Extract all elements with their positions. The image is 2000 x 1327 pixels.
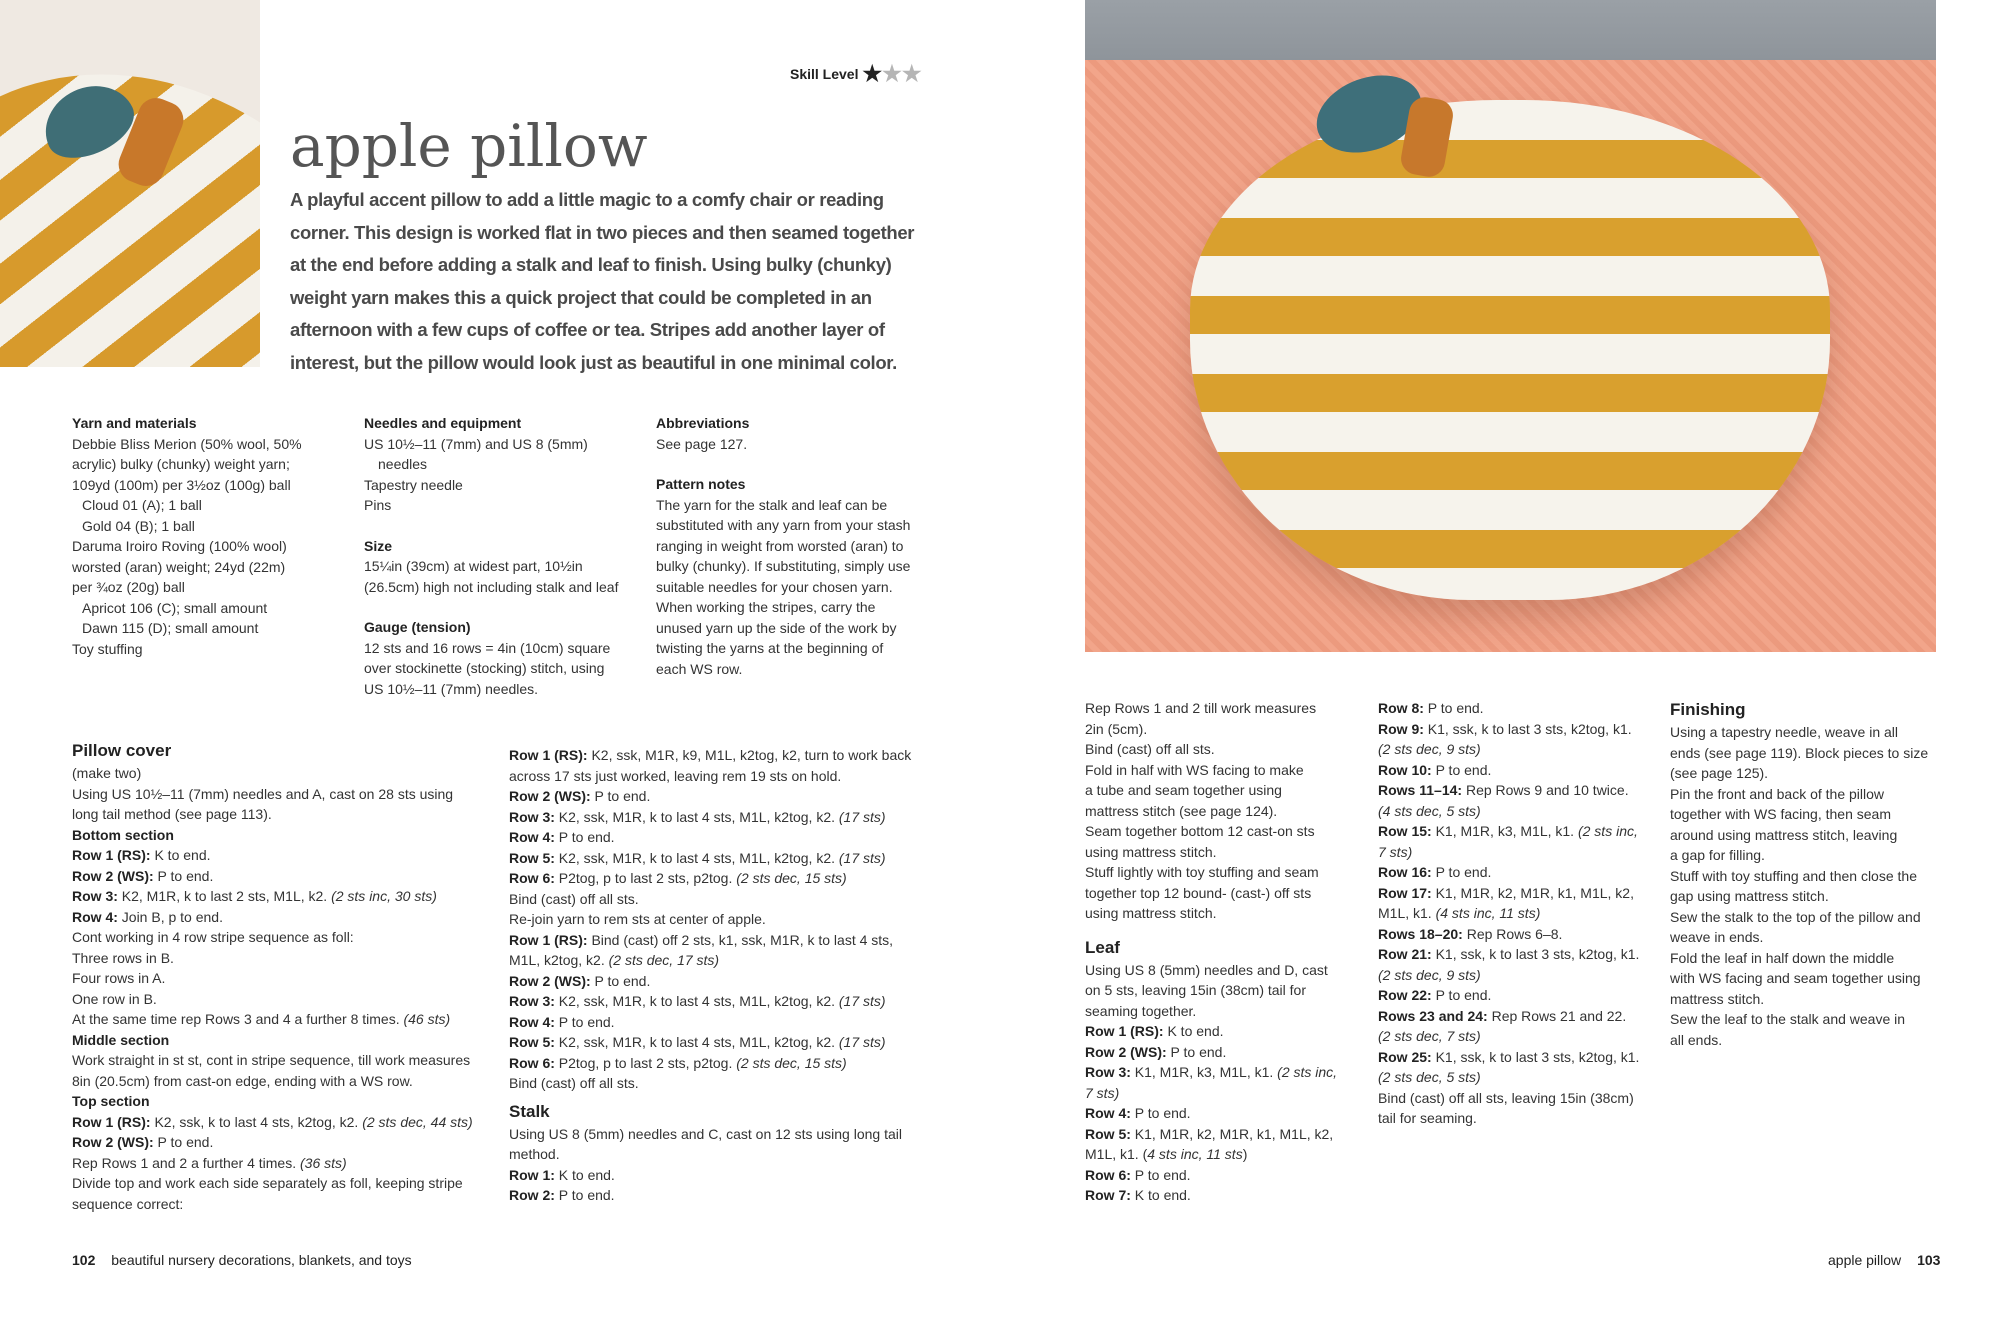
pattern-row xyxy=(509,786,949,807)
pattern-row xyxy=(509,745,949,766)
text-line: Cont working in 4 row stripe sequence as foll: xyxy=(72,929,354,945)
pattern-row xyxy=(1378,985,1658,1006)
pattern-row xyxy=(509,807,949,828)
pattern-row xyxy=(1378,698,1658,719)
text-line: Three rows in B. xyxy=(72,949,174,966)
pattern-row xyxy=(509,1185,949,1206)
text-span: K2, ssk, M1R, k9, M1L, k2tog, k2, turn to work back xyxy=(587,747,912,763)
text-span: P to end. xyxy=(554,1187,615,1203)
pattern-row xyxy=(509,1165,949,1186)
text-line: around using mattress stitch, leaving xyxy=(1670,826,1898,843)
text-line: Sew the leaf to the stalk and weave in xyxy=(1670,1011,1906,1027)
text-span: Row 2 (WS): xyxy=(72,1134,154,1150)
text-span: P2tog, p to last 2 sts, p2tog. xyxy=(554,1054,737,1071)
text-line: bulky (chunky). If substituting, simply use xyxy=(656,558,911,574)
pattern-row xyxy=(1378,1047,1658,1068)
text-span: Rep Rows 1 and 2 a further 4 times. xyxy=(72,1154,300,1171)
page-footer-left xyxy=(72,1252,412,1268)
pattern-row xyxy=(1085,1165,1365,1186)
section-heading: Gauge (tension) xyxy=(364,619,471,635)
text-span: P to end. xyxy=(1423,700,1484,716)
text-span: Row 6: xyxy=(509,870,555,886)
pattern-row xyxy=(1085,1103,1365,1124)
text-span: K1, M1R, k2, M1R, k1, M1L, k2, xyxy=(1431,884,1634,901)
section-heading: Abbreviations xyxy=(656,415,750,431)
finished-pillow-photo xyxy=(1085,0,1936,652)
text-span: Row 2: xyxy=(509,1187,555,1203)
section-heading: Pattern notes xyxy=(656,476,746,492)
text-line: Using US 8 (5mm) needles and D, cast xyxy=(1085,961,1328,978)
pattern-row xyxy=(509,991,949,1012)
text-line: tail for seaming. xyxy=(1378,1110,1477,1126)
text-span: Row 2 (WS): xyxy=(509,972,591,989)
text-line: method. xyxy=(509,1146,560,1162)
pattern-row xyxy=(1378,719,1658,740)
pattern-row xyxy=(509,1032,949,1053)
text-span: Row 5: xyxy=(509,1034,555,1050)
text-span: (2 sts dec, 9 sts) xyxy=(1378,741,1481,757)
text-line: Fold in half with WS facing to make xyxy=(1085,761,1304,778)
text-span: K2, ssk, k to last 4 sts, k2tog, k2. xyxy=(150,1113,363,1130)
text-line: unused yarn up the side of the work by xyxy=(656,619,897,636)
pattern-row xyxy=(72,1009,492,1030)
text-line: together with WS facing, then seam xyxy=(1670,806,1891,822)
text-line: mattress stitch (see page 124). xyxy=(1085,802,1278,819)
text-line: Fold the leaf in half down the middle xyxy=(1670,949,1895,966)
text-span: K2, ssk, M1R, k to last 4 sts, M1L, k2tog, k2. xyxy=(554,1034,839,1050)
text-line: (26.5cm) high not including stalk and leaf xyxy=(364,578,619,595)
text-line: substituted with any yarn from your stash xyxy=(656,517,911,533)
text-line xyxy=(1378,1067,1658,1088)
text-span: M1L, k1. xyxy=(1378,905,1436,921)
text-span: P to end. xyxy=(153,867,214,884)
pattern-row xyxy=(1378,924,1658,945)
text-span: K1, M1R, k2, M1R, k1, M1L, k2, xyxy=(1130,1125,1334,1142)
striped-knit-texture xyxy=(0,0,260,367)
abbreviations-notes-section xyxy=(656,413,936,679)
text-line: twisting the yarns at the beginning of xyxy=(656,640,884,656)
finishing-section xyxy=(1670,698,1950,1050)
section-heading: Finishing xyxy=(1670,700,1746,719)
text-line: Rep Rows 1 and 2 till work measures xyxy=(1085,700,1317,716)
text-line: each WS row. xyxy=(656,660,743,677)
pattern-row xyxy=(72,845,492,866)
section-heading: Yarn and materials xyxy=(72,415,197,431)
text-line: 109yd (100m) per 3½oz (100g) ball xyxy=(72,476,291,493)
text-span: K2, M1R, k to last 2 sts, M1L, k2. xyxy=(117,888,332,904)
text-span: K to end. xyxy=(1130,1187,1191,1203)
text-span: P to end. xyxy=(590,972,651,989)
text-line: with WS facing and seam together using xyxy=(1670,970,1921,986)
text-span: Row 10: xyxy=(1378,761,1432,778)
text-span: P to end. xyxy=(554,1013,615,1030)
text-span: (2 sts dec, 15 sts) xyxy=(736,870,847,886)
text-line: worsted (aran) weight; 24yd (22m) xyxy=(72,558,286,575)
text-span: P to end. xyxy=(1130,1105,1191,1121)
page-number: 103 xyxy=(1917,1252,1941,1268)
text-line: ranging in weight from worsted (aran) to xyxy=(656,537,904,554)
pattern-row xyxy=(1378,780,1658,801)
text-span: (2 sts dec, 17 sts) xyxy=(608,952,720,968)
skill-star-icon: ★ xyxy=(901,61,922,86)
text-line: (make two) xyxy=(72,765,142,781)
text-span: (17 sts) xyxy=(838,1034,886,1050)
top-section-continued xyxy=(509,745,949,1206)
text-span: P2tog, p to last 2 sts, p2tog. xyxy=(554,870,737,886)
text-span: (2 sts dec, 15 sts) xyxy=(736,1054,847,1071)
text-line: all ends. xyxy=(1670,1031,1723,1048)
text-line: across 17 sts just worked, leaving rem 19 sts on hold. xyxy=(509,767,842,784)
text-span: Row 5: xyxy=(1085,1125,1131,1142)
text-span: (2 sts inc, 30 sts) xyxy=(331,888,437,904)
text-line: Using a tapestry needle, weave in all xyxy=(1670,724,1899,740)
subheading: Bottom section xyxy=(72,826,174,843)
pattern-row xyxy=(72,1153,492,1174)
text-line: Stuff with toy stuffing and then close the xyxy=(1670,867,1917,884)
text-line: weave in ends. xyxy=(1670,929,1764,945)
text-span: Row 6: xyxy=(1085,1166,1131,1183)
text-span: 7 sts) xyxy=(1378,843,1413,860)
section-heading: Leaf xyxy=(1085,937,1120,957)
pattern-row xyxy=(1085,1042,1365,1063)
pattern-row xyxy=(509,1012,949,1033)
text-span: M1L, k1. ( xyxy=(1085,1146,1148,1162)
text-span: Row 2 (WS): xyxy=(72,867,154,884)
text-line: The yarn for the stalk and leaf can be xyxy=(656,496,888,513)
text-line: needles xyxy=(378,456,428,472)
text-span: P to end. xyxy=(1166,1043,1227,1060)
text-line: per ¾oz (20g) ball xyxy=(72,579,185,595)
text-span: K1, M1R, k3, M1L, k1. xyxy=(1431,823,1578,839)
text-line: gap using mattress stitch. xyxy=(1670,888,1829,904)
pattern-row xyxy=(1378,883,1658,904)
striped-apple-pillow xyxy=(1190,100,1830,600)
text-span: Row 7: xyxy=(1085,1187,1131,1203)
text-span: (2 sts dec, 5 sts) xyxy=(1378,1069,1481,1085)
text-span: 4 sts inc, 11 sts xyxy=(1147,1146,1243,1162)
text-span: P to end. xyxy=(1431,761,1492,778)
skill-star-icon: ★ xyxy=(862,61,883,86)
text-span: Row 15: xyxy=(1378,823,1432,839)
text-span: Row 3: xyxy=(72,888,118,904)
text-span: Row 16: xyxy=(1378,864,1432,880)
text-line: 15¼in (39cm) at widest part, 10½in xyxy=(364,558,583,574)
skill-level-label: Skill Level xyxy=(790,66,859,82)
pattern-row xyxy=(1378,944,1658,965)
text-line xyxy=(1085,1083,1365,1104)
text-span: Row 1 (RS): xyxy=(72,1113,151,1130)
pattern-row xyxy=(72,907,492,928)
text-line: Tapestry needle xyxy=(364,476,463,493)
pillow-cover-section xyxy=(72,739,492,1214)
section-heading: Stalk xyxy=(509,1101,550,1121)
text-line: together top 12 bound- (cast-) off sts xyxy=(1085,884,1312,901)
text-span: K1, ssk, k to last 3 sts, k2tog, k1. xyxy=(1431,946,1640,962)
intro-paragraph: A playful accent pillow to add a little magic to a comfy chair or reading corner. This design is worked flat in two pieces and then seamed together at the end before adding a stalk and leaf to finish. Using bulky (chunky) weight yarn makes this a quick project that could be completed in an afternoon with a few cups of coffee or tea. Stripes add another layer of interest, but the pillow would look just as beautiful in one minimal color. xyxy=(290,189,915,373)
text-span: Row 25: xyxy=(1378,1048,1432,1065)
text-span: P to end. xyxy=(1130,1166,1191,1183)
pattern-row xyxy=(509,1053,949,1074)
skill-star-icon: ★ xyxy=(882,61,902,86)
text-line: 2in (5cm). xyxy=(1085,720,1148,737)
text-span: Rows 23 and 24: xyxy=(1378,1007,1488,1024)
text-span: K to end. xyxy=(150,847,211,863)
text-line: One row in B. xyxy=(72,990,157,1007)
text-line: Debbie Bliss Merion (50% wool, 50% xyxy=(72,435,302,452)
footer-book-section: beautiful nursery decorations, blankets, and toys xyxy=(111,1252,412,1268)
text-line: Bind (cast) off all sts. xyxy=(509,1075,639,1091)
text-span: (17 sts) xyxy=(838,849,886,866)
text-span: P to end. xyxy=(1431,864,1492,880)
text-span: K to end. xyxy=(1163,1023,1224,1039)
pattern-title: apple pillow xyxy=(290,112,648,180)
text-span: Row 8: xyxy=(1378,700,1424,716)
text-span: Row 1 (RS): xyxy=(509,931,588,948)
text-span: (4 sts dec, 5 sts) xyxy=(1378,802,1481,819)
text-line: over stockinette (stocking) stitch, using xyxy=(364,660,605,676)
text-line: Using US 10½–11 (7mm) needles and A, cast on 28 sts using xyxy=(72,785,454,802)
text-line: Dawn 115 (D); small amount xyxy=(82,620,259,636)
text-span: (2 sts dec, 44 sts) xyxy=(362,1113,473,1130)
pattern-row xyxy=(1378,862,1658,883)
text-line xyxy=(1378,1026,1658,1047)
text-line: 12 sts and 16 rows = 4in (10cm) square xyxy=(364,639,611,656)
text-span: (2 sts dec, 7 sts) xyxy=(1378,1028,1481,1044)
text-span: Row 17: xyxy=(1378,884,1432,901)
text-span: At the same time rep Rows 3 and 4 a further 8 times. xyxy=(72,1011,404,1027)
text-span: Row 1 (RS): xyxy=(72,847,151,863)
text-span: P to end. xyxy=(1431,987,1492,1003)
text-span: Row 4: xyxy=(509,829,555,845)
text-span: (17 sts) xyxy=(838,808,886,825)
right-page xyxy=(1000,0,2000,1327)
text-line: on 5 sts, leaving 15in (38cm) tail for xyxy=(1085,982,1306,998)
pattern-row xyxy=(1378,760,1658,781)
pattern-row xyxy=(509,930,949,951)
text-line xyxy=(1378,965,1658,986)
pattern-row xyxy=(509,950,949,971)
pattern-row xyxy=(509,827,949,848)
text-line xyxy=(1378,842,1658,863)
text-line: Cloud 01 (A); 1 ball xyxy=(82,497,202,513)
subheading: Middle section xyxy=(72,1031,170,1048)
subheading: Top section xyxy=(72,1093,150,1109)
text-line: using mattress stitch. xyxy=(1085,843,1217,860)
text-line: mattress stitch. xyxy=(1670,990,1765,1007)
pattern-row xyxy=(1378,821,1658,842)
text-span: Rep Rows 9 and 10 twice. xyxy=(1462,782,1629,798)
text-span: Row 3: xyxy=(1085,1064,1131,1080)
stalk-continued-leaf-section xyxy=(1085,698,1365,1206)
text-span: K2, ssk, M1R, k to last 4 sts, M1L, k2tog, k2. xyxy=(554,993,839,1009)
text-line: Toy stuffing xyxy=(72,640,143,657)
pattern-row xyxy=(1085,1185,1365,1206)
text-line: Stuff lightly with toy stuffing and seam xyxy=(1085,864,1319,880)
page-number: 102 xyxy=(72,1252,96,1268)
text-span: Row 21: xyxy=(1378,946,1432,962)
text-span: (2 sts inc, xyxy=(1577,823,1638,839)
text-span: Bind (cast) off 2 sts, k1, ssk, M1R, k to last 4 sts, xyxy=(587,931,894,948)
yarn-materials-section xyxy=(72,413,342,659)
text-line: Four rows in A. xyxy=(72,970,166,986)
text-span: Row 3: xyxy=(509,993,555,1009)
text-line: (see page 125). xyxy=(1670,765,1769,781)
pattern-row xyxy=(509,971,949,992)
pattern-row xyxy=(1085,1124,1365,1145)
page-footer-right xyxy=(1828,1252,1940,1268)
pattern-row xyxy=(72,886,492,907)
text-span: Row 4: xyxy=(72,908,118,925)
text-line xyxy=(1378,739,1658,760)
text-line: Gold 04 (B); 1 ball xyxy=(82,517,195,534)
skill-level xyxy=(790,61,922,86)
pillow-detail-photo xyxy=(0,0,260,367)
text-line: US 10½–11 (7mm) and US 8 (5mm) xyxy=(364,435,588,452)
text-span: Row 5: xyxy=(509,849,555,866)
text-span: (17 sts) xyxy=(838,993,886,1009)
text-line xyxy=(1378,801,1658,822)
text-span: Row 6: xyxy=(509,1054,555,1071)
pattern-row xyxy=(509,868,949,889)
needles-size-gauge-section xyxy=(364,413,644,699)
text-line: seaming together. xyxy=(1085,1002,1197,1019)
text-span: Row 2 (WS): xyxy=(1085,1043,1167,1060)
text-span: Rep Rows 6–8. xyxy=(1462,925,1563,942)
text-line: Work straight in st st, cont in stripe sequence, till work measures xyxy=(72,1052,471,1068)
text-line: See page 127. xyxy=(656,435,748,452)
text-line: Pins xyxy=(364,497,392,513)
text-span: Row 3: xyxy=(509,808,555,825)
text-span: Row 4: xyxy=(509,1013,555,1030)
text-line: Re-join yarn to rem sts at center of apple. xyxy=(509,911,766,927)
leaf-continued-section xyxy=(1378,698,1658,1129)
pattern-row: M1L, k1. (4 sts inc, 11 sts) xyxy=(1085,1146,1248,1162)
text-line: ends (see page 119). Block pieces to size xyxy=(1670,744,1929,761)
text-span: K to end. xyxy=(554,1166,615,1183)
text-span: Row 22: xyxy=(1378,987,1432,1003)
text-span: (4 sts inc, 11 sts) xyxy=(1435,905,1541,921)
text-span: Rows 11–14: xyxy=(1378,782,1463,798)
text-span: Row 1 (RS): xyxy=(509,747,588,763)
text-line: using mattress stitch. xyxy=(1085,905,1217,921)
text-line: a gap for filling. xyxy=(1670,847,1765,863)
text-span: P to end. xyxy=(153,1134,214,1150)
text-line: a tube and seam together using xyxy=(1085,782,1282,798)
text-line: suitable needles for your chosen yarn. xyxy=(656,578,893,595)
section-heading: Pillow cover xyxy=(72,741,172,760)
text-span: (36 sts) xyxy=(300,1154,347,1171)
text-span: K1, M1R, k3, M1L, k1. xyxy=(1130,1064,1278,1080)
pattern-row xyxy=(509,848,949,869)
pattern-row xyxy=(72,1132,492,1153)
text-span: Row 4: xyxy=(1085,1105,1131,1121)
text-line: Bind (cast) off all sts, leaving 15in (38cm) xyxy=(1378,1089,1634,1106)
text-line: long tail method (see page 113). xyxy=(72,806,272,822)
section-heading: Needles and equipment xyxy=(364,415,522,431)
text-span: K2, ssk, M1R, k to last 4 sts, M1L, k2tog, k2. xyxy=(554,808,839,825)
text-span: Rep Rows 21 and 22. xyxy=(1487,1007,1627,1024)
text-span: K2, ssk, M1R, k to last 4 sts, M1L, k2tog, k2. xyxy=(554,849,839,866)
pattern-row xyxy=(72,866,492,887)
text-line: Divide top and work each side separately as foll, keeping stripe xyxy=(72,1175,463,1191)
pattern-row xyxy=(1085,1021,1365,1042)
text-span: K1, ssk, k to last 3 sts, k2tog, k1. xyxy=(1431,1048,1640,1065)
text-line: Seam together bottom 12 cast-on sts xyxy=(1085,823,1315,839)
text-line: Apricot 106 (C); small amount xyxy=(82,599,268,616)
text-span: P to end. xyxy=(590,788,651,804)
text-line: Daruma Iroiro Roving (100% wool) xyxy=(72,538,287,554)
text-line: When working the stripes, carry the xyxy=(656,599,876,615)
text-span: K1, ssk, k to last 3 sts, k2tog, k1. xyxy=(1423,720,1632,737)
pattern-row xyxy=(1085,1062,1365,1083)
text-line: Pin the front and back of the pillow xyxy=(1670,785,1885,802)
pattern-row xyxy=(72,1112,492,1133)
text-span: Row 1: xyxy=(509,1166,555,1183)
text-span: M1L, k2tog, k2. xyxy=(509,952,609,968)
text-span: Join B, p to end. xyxy=(117,908,223,925)
text-line: Using US 8 (5mm) needles and C, cast on 12 sts using long tail xyxy=(509,1125,902,1142)
text-line: Sew the stalk to the top of the pillow and xyxy=(1670,908,1921,925)
text-line: acrylic) bulky (chunky) weight yarn; xyxy=(72,456,290,472)
text-span: 7 sts) xyxy=(1085,1084,1120,1101)
text-span: (2 sts dec, 9 sts) xyxy=(1378,966,1481,983)
text-line: sequence correct: xyxy=(72,1195,184,1212)
text-span: P to end. xyxy=(554,829,615,845)
text-span: Row 9: xyxy=(1378,720,1424,737)
pattern-row xyxy=(1378,903,1658,924)
text-line: US 10½–11 (7mm) needles. xyxy=(364,680,539,697)
text-span: Row 2 (WS): xyxy=(509,788,591,804)
text-span: (2 sts inc, xyxy=(1277,1064,1338,1080)
text-span: Rows 18–20: xyxy=(1378,925,1463,942)
text-span: Row 1 (RS): xyxy=(1085,1023,1164,1039)
pattern-row xyxy=(1378,1006,1658,1027)
text-line: Bind (cast) off all sts. xyxy=(509,890,639,907)
section-heading: Size xyxy=(364,537,393,554)
text-line: 8in (20.5cm) from cast-on edge, ending with a WS row. xyxy=(72,1072,413,1089)
text-line: Bind (cast) off all sts. xyxy=(1085,741,1215,757)
text-span: (46 sts) xyxy=(403,1011,451,1027)
footer-pattern-name: apple pillow xyxy=(1828,1252,1902,1268)
